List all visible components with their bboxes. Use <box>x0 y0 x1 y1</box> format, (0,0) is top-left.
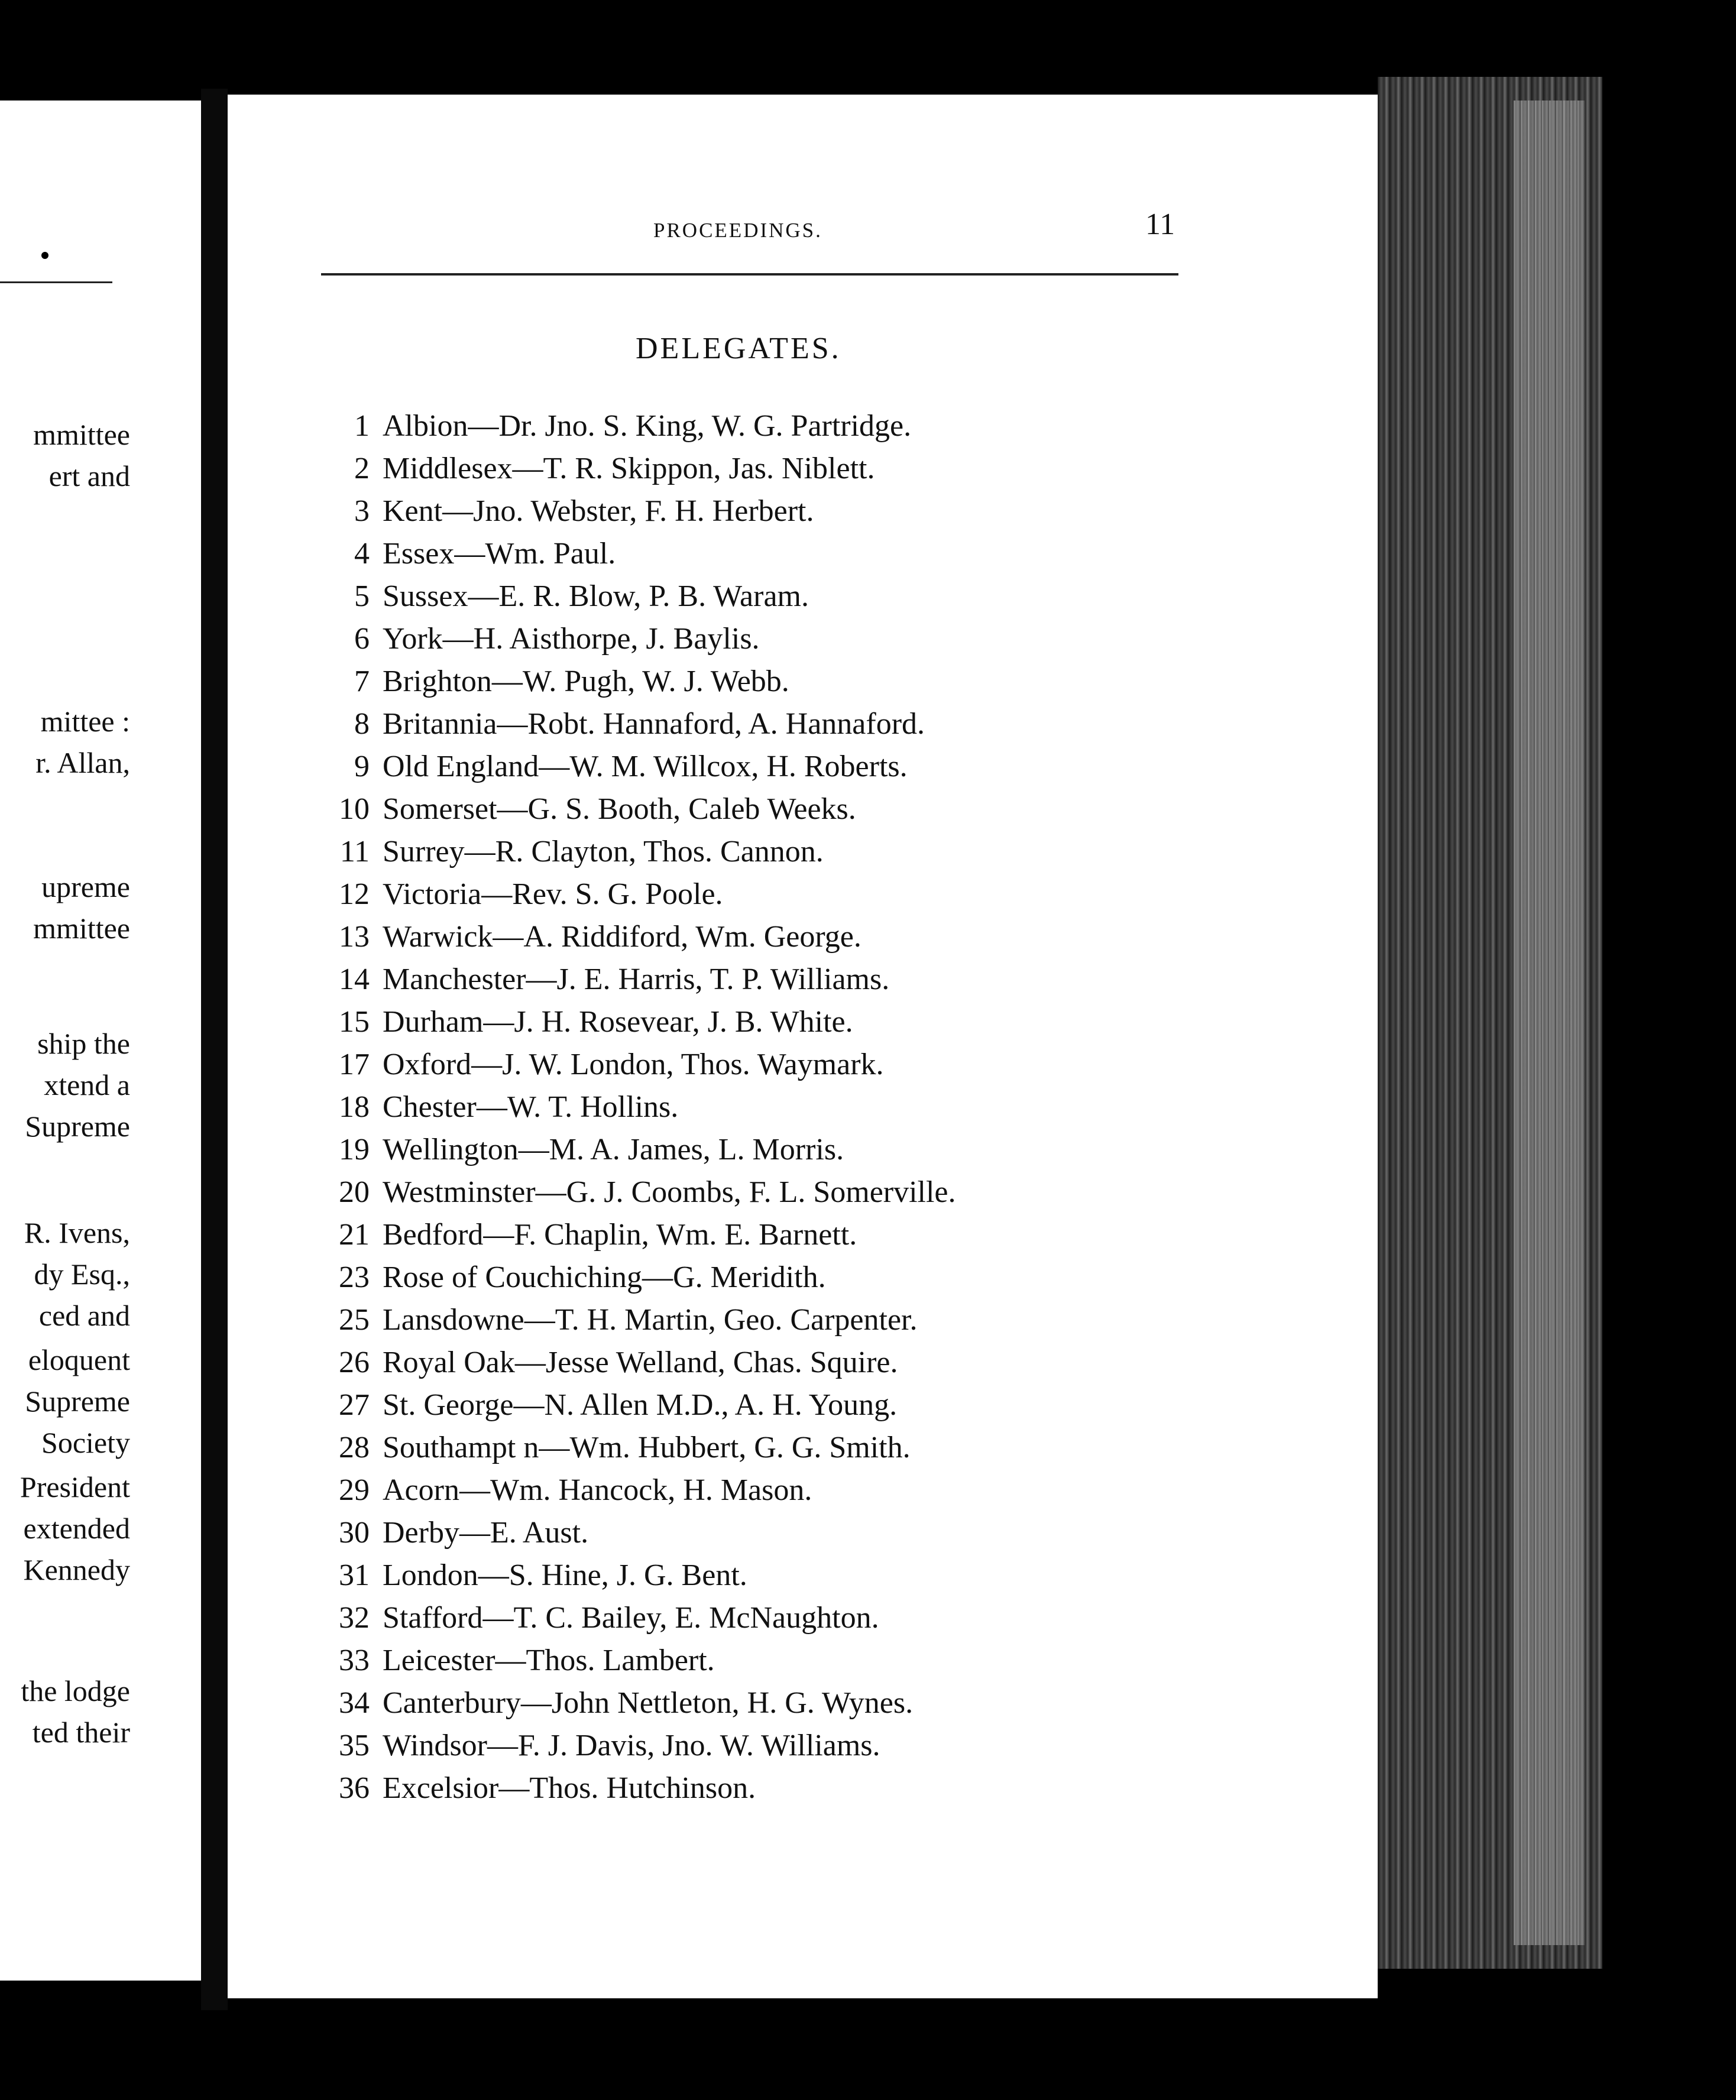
delegate-row <box>316 1001 956 1043</box>
book-gutter <box>201 89 228 2010</box>
lodge-number: 12 <box>339 877 370 911</box>
lodge-delegates: Kent—Jno. Webster, F. H. Herbert. <box>383 494 814 528</box>
lodge-delegates: Oxford—J. W. London, Thos. Waymark. <box>383 1048 884 1081</box>
lodge-number: 9 <box>354 750 370 783</box>
lodge-number: 15 <box>339 1005 370 1039</box>
lodge-delegates: Britannia—Robt. Hannaford, A. Hannaford. <box>383 707 925 741</box>
lodge-delegates: Leicester—Thos. Lambert. <box>383 1644 715 1677</box>
lodge-number: 5 <box>354 579 370 613</box>
delegate-row <box>316 1554 956 1597</box>
lodge-delegates: St. George—N. Allen M.D., A. H. Young. <box>383 1388 898 1422</box>
delegate-row <box>316 1427 956 1469</box>
section-title: DELEGATES. <box>636 332 841 365</box>
page-number: 11 <box>1145 208 1175 241</box>
delegate-row <box>316 1597 956 1639</box>
lodge-delegates: London—S. Hine, J. G. Bent. <box>383 1558 747 1592</box>
lodge-number: 2 <box>354 452 370 485</box>
lodge-delegates: Canterbury—John Nettleton, H. G. Wynes. <box>383 1686 914 1720</box>
running-head: PROCEEDINGS. <box>653 219 822 242</box>
lodge-number: 1 <box>354 409 370 443</box>
delegate-row <box>316 575 956 618</box>
lodge-delegates: Manchester—J. E. Harris, T. P. Williams. <box>383 962 890 996</box>
lodge-delegates: Lansdowne—T. H. Martin, Geo. Carpenter. <box>383 1303 918 1337</box>
previous-page-fragment: ert and <box>48 459 130 492</box>
lodge-delegates: Albion—Dr. Jno. S. King, W. G. Partridge. <box>383 409 912 443</box>
previous-page-fragment: mittee : <box>40 705 130 738</box>
lodge-delegates: Acorn—Wm. Hancock, H. Mason. <box>383 1473 812 1507</box>
lodge-delegates: Essex—Wm. Paul. <box>383 537 616 571</box>
lodge-delegates: Wellington—M. A. James, L. Morris. <box>383 1133 844 1166</box>
lodge-delegates: Brighton—W. Pugh, W. J. Webb. <box>383 665 789 698</box>
previous-page-fragment: Society <box>41 1426 130 1459</box>
previous-page-fragment: R. Ivens, <box>24 1216 130 1249</box>
header-rule <box>321 273 1178 276</box>
lodge-number: 20 <box>339 1175 370 1209</box>
delegate-row <box>316 1129 956 1171</box>
lodge-number: 7 <box>354 665 370 698</box>
previous-page-rule <box>0 281 112 283</box>
previous-page-fragment: mmittee <box>33 912 130 945</box>
previous-page-fragment: xtend a <box>44 1068 130 1101</box>
lodge-delegates: Surrey—R. Clayton, Thos. Cannon. <box>383 835 824 868</box>
lodge-delegates: Excelsior—Thos. Hutchinson. <box>383 1771 756 1805</box>
delegate-row <box>316 1639 956 1682</box>
lodge-number: 27 <box>339 1388 370 1422</box>
delegate-row <box>316 448 956 490</box>
lodge-number: 29 <box>339 1473 370 1507</box>
delegate-row <box>316 1384 956 1427</box>
delegate-row <box>316 703 956 746</box>
lodge-delegates: Royal Oak—Jesse Welland, Chas. Squire. <box>383 1346 898 1379</box>
previous-page-fragment: r. Allan, <box>35 746 130 779</box>
delegate-row <box>316 490 956 533</box>
lodge-delegates: Sussex—E. R. Blow, P. B. Waram. <box>383 579 809 613</box>
delegate-row <box>316 1299 956 1341</box>
previous-page-fragment: President <box>20 1470 130 1503</box>
previous-page-fragment: Supreme <box>25 1110 130 1143</box>
delegate-row <box>316 1767 956 1810</box>
lodge-number: 14 <box>339 962 370 996</box>
lodge-delegates: Derby—E. Aust. <box>383 1516 589 1550</box>
delegate-row <box>316 746 956 788</box>
current-page <box>228 95 1378 1998</box>
delegate-row <box>316 1725 956 1767</box>
lodge-number: 19 <box>339 1133 370 1166</box>
delegate-row <box>316 1512 956 1554</box>
previous-page-fragment: eloquent <box>28 1343 130 1376</box>
lodge-delegates: Warwick—A. Riddiford, Wm. George. <box>383 920 861 954</box>
lodge-number: 33 <box>339 1644 370 1677</box>
lodge-number: 18 <box>339 1090 370 1124</box>
lodge-delegates: Windsor—F. J. Davis, Jno. W. Williams. <box>383 1729 880 1762</box>
delegates-list <box>316 405 956 1810</box>
lodge-delegates: Rose of Couchiching—G. Meridith. <box>383 1260 826 1294</box>
lodge-number: 21 <box>339 1218 370 1252</box>
previous-page-fragment: upreme <box>41 870 130 903</box>
lodge-delegates: York—H. Aisthorpe, J. Baylis. <box>383 622 760 656</box>
previous-page-fragment: Kennedy <box>23 1553 130 1586</box>
lodge-number: 3 <box>354 494 370 528</box>
lodge-number: 32 <box>339 1601 370 1635</box>
lodge-delegates: Victoria—Rev. S. G. Poole. <box>383 877 723 911</box>
lodge-delegates: Southampt n—Wm. Hubbert, G. G. Smith. <box>383 1431 911 1464</box>
delegate-row <box>316 1256 956 1299</box>
previous-page-fragment: extended <box>23 1512 130 1545</box>
delegate-row <box>316 873 956 916</box>
previous-page-fragment: ted their <box>32 1716 130 1749</box>
page-dot <box>41 252 48 259</box>
delegate-row <box>316 788 956 831</box>
previous-page-fragment: Supreme <box>25 1385 130 1418</box>
lodge-number: 35 <box>339 1729 370 1762</box>
lodge-number: 8 <box>354 707 370 741</box>
lodge-delegates: Somerset—G. S. Booth, Caleb Weeks. <box>383 792 856 826</box>
lodge-number: 4 <box>354 537 370 571</box>
lodge-delegates: Stafford—T. C. Bailey, E. McNaughton. <box>383 1601 879 1635</box>
lodge-delegates: Westminster—G. J. Coombs, F. L. Somerville. <box>383 1175 956 1209</box>
lodge-number: 17 <box>339 1048 370 1081</box>
lodge-delegates: Old England—W. M. Willcox, H. Roberts. <box>383 750 908 783</box>
previous-page <box>0 101 201 1981</box>
lodge-number: 30 <box>339 1516 370 1550</box>
delegate-row <box>316 405 956 448</box>
delegate-row <box>316 1469 956 1512</box>
lodge-number: 25 <box>339 1303 370 1337</box>
delegate-row <box>316 1171 956 1214</box>
delegate-row <box>316 533 956 575</box>
lodge-number: 28 <box>339 1431 370 1464</box>
delegate-row <box>316 1043 956 1086</box>
lodge-number: 11 <box>339 835 370 868</box>
lodge-number: 36 <box>339 1771 370 1805</box>
previous-page-fragment: ship the <box>37 1027 130 1060</box>
delegate-row <box>316 916 956 958</box>
lodge-number: 23 <box>339 1260 370 1294</box>
delegate-row <box>316 1214 956 1256</box>
book-page-edges-inner <box>1514 101 1585 1945</box>
lodge-delegates: Chester—W. T. Hollins. <box>383 1090 679 1124</box>
delegate-row <box>316 1086 956 1129</box>
lodge-number: 13 <box>339 920 370 954</box>
delegate-row <box>316 618 956 660</box>
lodge-number: 31 <box>339 1558 370 1592</box>
lodge-delegates: Bedford—F. Chaplin, Wm. E. Barnett. <box>383 1218 857 1252</box>
delegate-row <box>316 1341 956 1384</box>
previous-page-fragment: the lodge <box>21 1674 130 1707</box>
previous-page-fragment: mmittee <box>33 418 130 451</box>
delegate-row <box>316 831 956 873</box>
delegate-row <box>316 958 956 1001</box>
delegate-row <box>316 1682 956 1725</box>
delegate-row <box>316 660 956 703</box>
lodge-delegates: Middlesex—T. R. Skippon, Jas. Niblett. <box>383 452 875 485</box>
lodge-number: 10 <box>339 792 370 826</box>
lodge-delegates: Durham—J. H. Rosevear, J. B. White. <box>383 1005 853 1039</box>
lodge-number: 26 <box>339 1346 370 1379</box>
previous-page-fragment: ced and <box>38 1299 130 1332</box>
previous-page-fragment: dy Esq., <box>34 1258 130 1291</box>
lodge-number: 6 <box>354 622 370 656</box>
lodge-number: 34 <box>339 1686 370 1720</box>
